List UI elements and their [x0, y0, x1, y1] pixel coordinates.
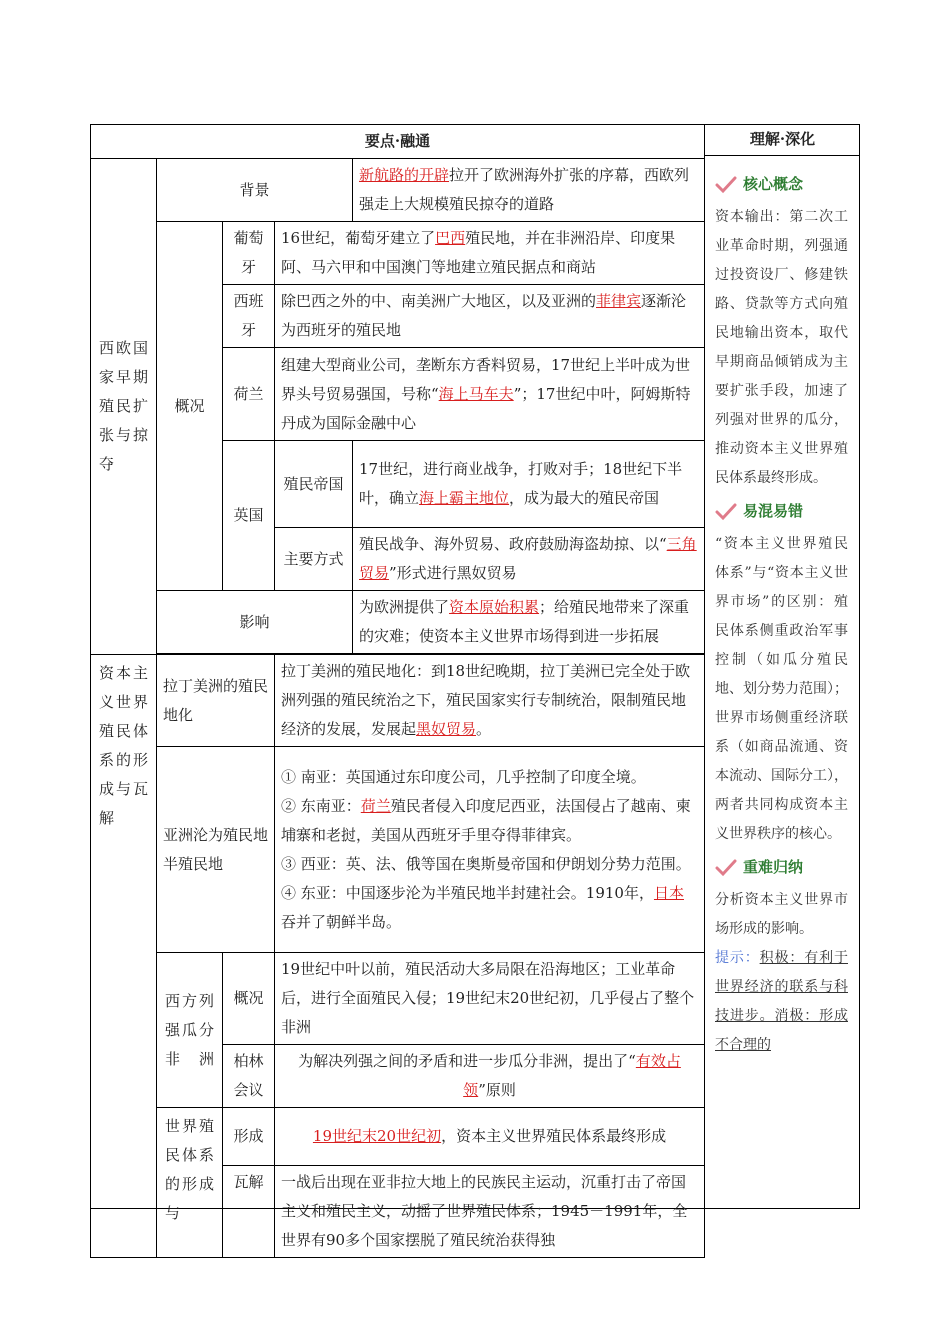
confuse-tag: 易混易错 [715, 497, 848, 526]
latam-label: 拉丁美洲的殖民地化 [157, 655, 275, 747]
system-label: 世界殖民体系的形成与 [157, 1108, 223, 1258]
core-concept-text: 资本输出：第二次工业革命时期，列强通过投资设厂、修建铁路、贷款等方式向殖民地输出资本，取代早期商品倾销成为主要扩张手段，加速了列强对世界的瓜分，推动资本主义世界殖民体系最终形成。 [715, 209, 848, 486]
background-label: 背景 [157, 159, 353, 222]
sidebar [704, 124, 860, 1209]
britain-methods-text: 殖民战争、海外贸易、政府鼓励海盗劫掠、以“三角贸易”形式进行黑奴贸易 [353, 528, 705, 591]
asia-text: ① 南亚：英国通过东印度公司，几乎控制了印度全境。 ② 东南亚：荷兰殖民者侵入印度尼西亚，法国侵占了越南、柬埔寨和老挝，美国从西班牙手里夺得菲律宾。 ③ 西亚：英、法、俄等国在奥斯曼帝国和伊朗划分势力范围。 ④ 东亚：中国逐步沦为半殖民地半封建社会。1910年，日本吞并了朝鲜半岛。 [275, 747, 705, 953]
key-point-text: 分析资本主义世界市场形成的影响。 [715, 892, 848, 937]
check-icon [715, 503, 737, 521]
berlin-label: 柏林会议 [223, 1045, 275, 1108]
britain-label: 英国 [223, 441, 275, 591]
side-header: 理解·深化 [705, 124, 860, 156]
background-text: 新航路的开辟拉开了欧洲海外扩张的序幕，西欧列强走上大规模殖民掠夺的道路 [353, 159, 705, 222]
section1-title: 西欧国家早期殖民扩张与掠夺 [91, 159, 157, 655]
collapse-label: 瓦解 [223, 1166, 275, 1258]
impact-text: 为欧洲提供了资本原始积累；给殖民地带来了深重的灾难；使资本主义世界市场得到进一步拓展 [353, 591, 705, 654]
section2-title: 资本主义世界殖民体系的形成与瓦解 [91, 655, 157, 1258]
formation-text: 19世纪末20世纪初，资本主义世界殖民体系最终形成 [275, 1108, 705, 1166]
collapse-text: 一战后出现在亚非拉大地上的民族民主运动，沉重打击了帝国主义和殖民主义，动摇了世界殖民体系；1945－1991年，全世界有90多个国家摆脱了殖民统治获得独 [275, 1166, 705, 1258]
confuse-text: “资本主义世界殖民体系”与“资本主义世界市场”的区别：殖民体系侧重政治军事控制（如瓜分殖民地、划分势力范围）；世界市场侧重经济联系（如商品流通、资本流动、国际分工），两者共同构成资本主义世界秩序的核心。 [715, 536, 848, 842]
check-icon [715, 859, 737, 877]
spain-label: 西班牙 [223, 285, 275, 348]
portugal-label: 葡萄牙 [223, 222, 275, 285]
main-table [90, 124, 705, 1258]
hint-text: 提示：积极：有利于世界经济的联系与科技进步。消极：形成不合理的 [715, 950, 848, 1053]
africa-overview-text: 19世纪中叶以前，殖民活动大多局限在沿海地区；工业革命后，进行全面殖民入侵；19世纪末20世纪初，几乎侵占了整个非洲 [275, 953, 705, 1045]
main-header: 要点·融通 [91, 125, 705, 159]
latam-text: 拉丁美洲的殖民地化：到18世纪晚期，拉丁美洲已完全处于欧洲列强的殖民统治之下，殖民国家实行专制统治，限制殖民地经济的发展，发展起黑奴贸易。 [275, 655, 705, 747]
britain-empire-label: 殖民帝国 [275, 441, 353, 528]
impact-label: 影响 [157, 591, 353, 654]
africa-overview-label: 概况 [223, 953, 275, 1045]
overview-label: 概况 [157, 222, 223, 591]
netherlands-text: 组建大型商业公司，垄断东方香料贸易，17世纪上半叶成为世界头号贸易强国，号称“海上马车夫”；17世纪中叶，阿姆斯特丹成为国际金融中心 [275, 348, 705, 441]
portugal-text: 16世纪，葡萄牙建立了巴西殖民地，并在非洲沿岸、印度果阿、马六甲和中国澳门等地建立殖民据点和商站 [275, 222, 705, 285]
check-icon [715, 176, 737, 194]
britain-empire-text: 17世纪，进行商业战争，打败对手；18世纪下半叶，确立海上霸主地位，成为最大的殖民帝国 [353, 441, 705, 528]
core-concept-tag: 核心概念 [715, 170, 848, 199]
berlin-text: 为解决列强之间的矛盾和进一步瓜分非洲，提出了“有效占领”原则 [275, 1045, 705, 1108]
netherlands-label: 荷兰 [223, 348, 275, 441]
asia-label: 亚洲沦为殖民地半殖民地 [157, 747, 275, 953]
africa-label: 西方列强瓜分非洲 [157, 953, 223, 1108]
spain-text: 除巴西之外的中、南美洲广大地区，以及亚洲的菲律宾逐渐沦为西班牙的殖民地 [275, 285, 705, 348]
key-point-tag: 重难归纳 [715, 853, 848, 882]
formation-label: 形成 [223, 1108, 275, 1166]
britain-methods-label: 主要方式 [275, 528, 353, 591]
